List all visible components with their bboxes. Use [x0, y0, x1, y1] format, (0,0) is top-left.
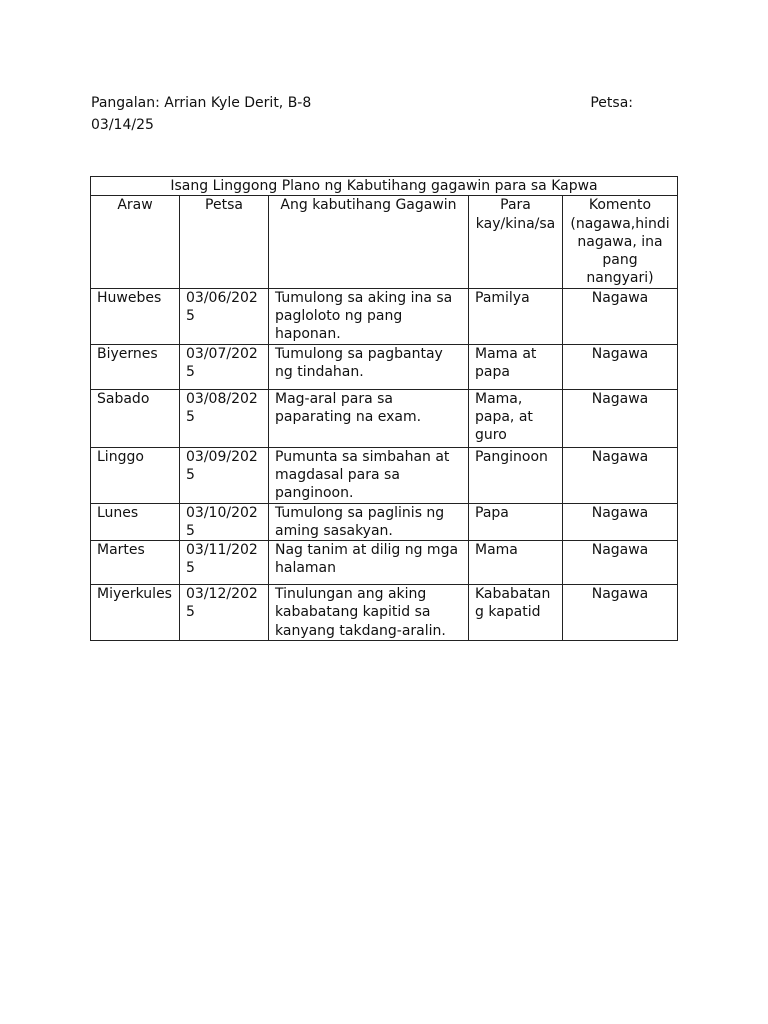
- cell-gawain: Nag tanim at dilig ng mga halaman: [269, 541, 469, 585]
- cell-para: Kababatang kapatid: [469, 585, 563, 641]
- header-line: [91, 92, 677, 114]
- column-header-petsa: Petsa: [180, 196, 269, 288]
- cell-para: Mama at papa: [469, 344, 563, 389]
- kindness-plan-table: [90, 176, 678, 641]
- cell-para: Mama: [469, 541, 563, 585]
- cell-gawain: Tumulong sa pagbantay ng tindahan.: [269, 344, 469, 389]
- cell-gawain: Tinulungan ang aking kababatang kapitid sa kanyang takdang-aralin.: [269, 585, 469, 641]
- cell-petsa: 03/06/2025: [180, 288, 269, 344]
- cell-komento: Nagawa: [563, 389, 678, 447]
- cell-komento: Nagawa: [563, 288, 678, 344]
- column-header-araw: Araw: [91, 196, 180, 288]
- cell-komento: Nagawa: [563, 585, 678, 641]
- table-title-row: [91, 177, 678, 196]
- cell-araw: Huwebes: [91, 288, 180, 344]
- cell-gawain: Pumunta sa simbahan at magdasal para sa panginoon.: [269, 447, 469, 503]
- cell-petsa: 03/07/2025: [180, 344, 269, 389]
- table-row: [91, 503, 678, 541]
- date-value: 03/14/25: [91, 117, 154, 133]
- cell-araw: Martes: [91, 541, 180, 585]
- cell-araw: Sabado: [91, 389, 180, 447]
- cell-araw: Biyernes: [91, 344, 180, 389]
- cell-gawain: Tumulong sa aking ina sa pagloloto ng pang haponan.: [269, 288, 469, 344]
- cell-komento: Nagawa: [563, 503, 678, 541]
- cell-petsa: 03/09/2025: [180, 447, 269, 503]
- cell-petsa: 03/11/2025: [180, 541, 269, 585]
- cell-para: Pamilya: [469, 288, 563, 344]
- cell-petsa: 03/12/2025: [180, 585, 269, 641]
- cell-komento: Nagawa: [563, 447, 678, 503]
- cell-petsa: 03/10/2025: [180, 503, 269, 541]
- cell-gawain: Mag-aral para sa paparating na exam.: [269, 389, 469, 447]
- date-label: Petsa:: [590, 95, 633, 111]
- student-name: Pangalan: Arrian Kyle Derit, B-8: [91, 95, 312, 111]
- table-row: [91, 344, 678, 389]
- column-header-gawain: Ang kabutihang Gagawin: [269, 196, 469, 288]
- table-row: [91, 447, 678, 503]
- cell-petsa: 03/08/2025: [180, 389, 269, 447]
- column-header-para: Para kay/kina/sa: [469, 196, 563, 288]
- table-row: [91, 389, 678, 447]
- table-row: [91, 288, 678, 344]
- cell-komento: Nagawa: [563, 541, 678, 585]
- cell-komento: Nagawa: [563, 344, 678, 389]
- table-row: [91, 585, 678, 641]
- cell-para: Panginoon: [469, 447, 563, 503]
- cell-gawain: Tumulong sa paglinis ng aming sasakyan.: [269, 503, 469, 541]
- table-row: [91, 541, 678, 585]
- column-header-komento: Komento (nagawa,hindi nagawa, ina pang nangyari): [563, 196, 678, 288]
- cell-araw: Lunes: [91, 503, 180, 541]
- cell-para: Mama, papa, at guro: [469, 389, 563, 447]
- document-header: [91, 92, 677, 136]
- table-title: Isang Linggong Plano ng Kabutihang gagawin para sa Kapwa: [91, 177, 678, 196]
- cell-para: Papa: [469, 503, 563, 541]
- cell-araw: Miyerkules: [91, 585, 180, 641]
- cell-araw: Linggo: [91, 447, 180, 503]
- column-header-row: [91, 196, 678, 288]
